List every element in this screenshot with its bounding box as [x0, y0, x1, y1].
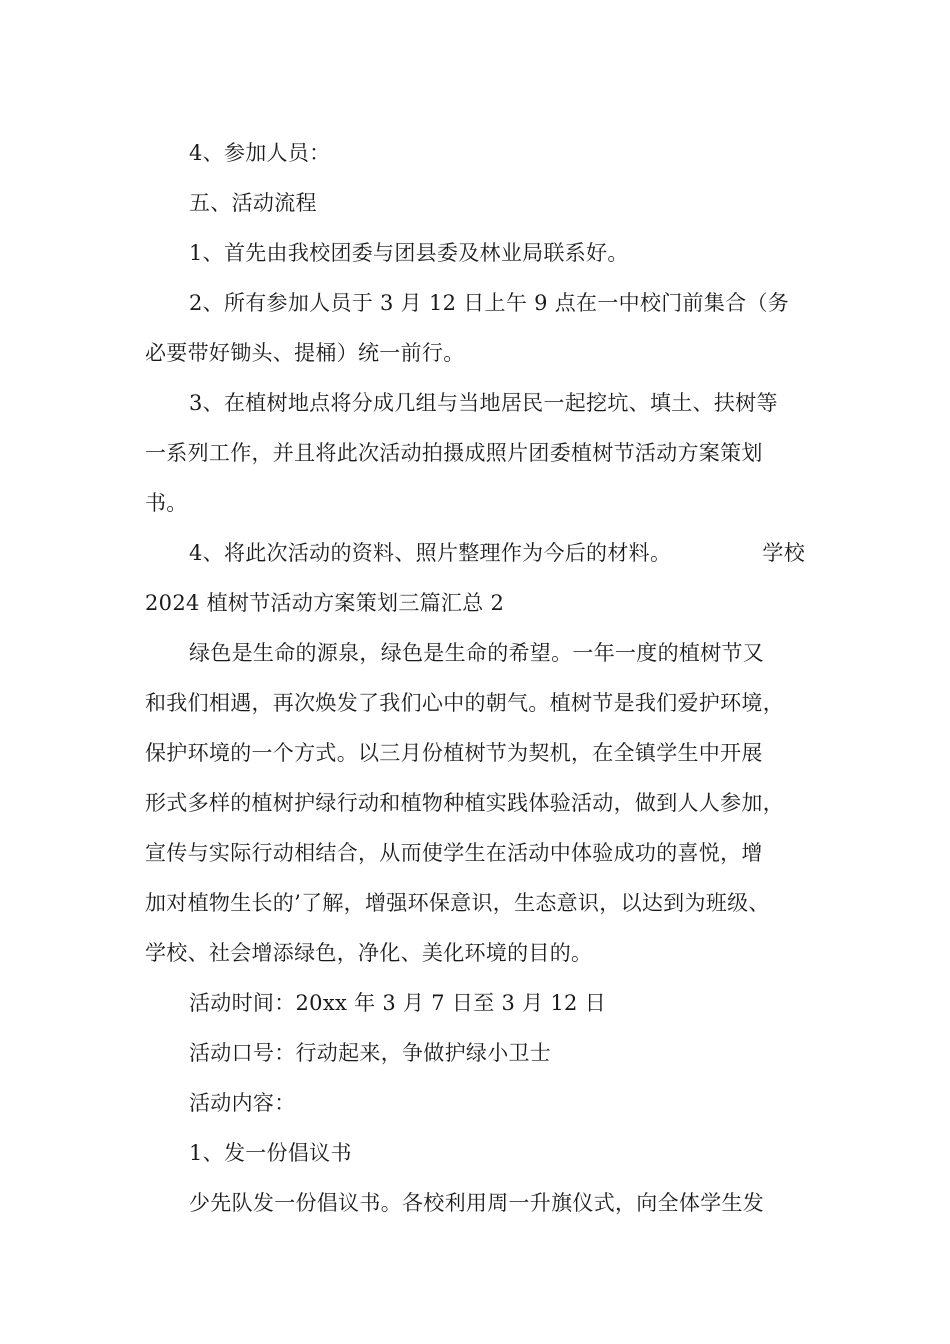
paragraph-line-left: 4、将此次活动的资料、照片整理作为今后的材料。 — [189, 541, 672, 565]
line-participants: 4、参加人员： — [189, 141, 331, 165]
paragraph-line: 保护环境的一个方式。以三月份植树节为契机，在全镇学生中开展 — [145, 741, 763, 765]
paragraph-line: 一系列工作，并且将此次活动拍摄成照片团委植树节活动方案策划 — [145, 441, 763, 465]
paragraph-line: 2、所有参加人员于 3 月 12 日上午 9 点在一中校门前集合（务 — [189, 291, 790, 315]
section-title: 2024 植树节活动方案策划三篇汇总 2 — [145, 591, 505, 615]
paragraph-line: 宣传与实际行动相结合，从而使学生在活动中体验成功的喜悦，增 — [145, 841, 763, 865]
activity-content-label: 活动内容： — [189, 1091, 296, 1115]
paragraph-line: 书。 — [145, 491, 188, 515]
heading-activity-flow: 五、活动流程 — [189, 191, 317, 215]
paragraph-line: 1、首先由我校团委与团县委及林业局联系好。 — [189, 241, 629, 265]
paragraph-line: 加对植物生长的’了解，增强环保意识，生态意识，以达到为班级、 — [145, 891, 770, 915]
paragraph-line-right: 学校 — [762, 541, 805, 565]
document-page — [145, 128, 805, 1228]
paragraph-line: 学校、社会增添绿色，净化、美化环境的目的。 — [145, 941, 593, 965]
content-item-1: 1、发一份倡议书 — [189, 1141, 352, 1165]
paragraph-line: 少先队发一份倡议书。各校利用周一升旗仪式，向全体学生发 — [189, 1191, 765, 1215]
paragraph-line: 形式多样的植树护绿行动和植物种植实践体验活动，做到人人参加， — [145, 791, 784, 815]
activity-time: 活动时间：20xx 年 3 月 7 日至 3 月 12 日 — [189, 991, 606, 1015]
activity-slogan: 活动口号：行动起来，争做护绿小卫士 — [189, 1041, 552, 1065]
paragraph-line: 必要带好锄头、提桶）统一前行。 — [145, 341, 465, 365]
paragraph-line-split — [145, 528, 805, 578]
paragraph-line: 3、在植树地点将分成几组与当地居民一起挖坑、填土、扶树等 — [189, 391, 778, 415]
paragraph-line: 和我们相遇，再次焕发了我们心中的朝气。植树节是我们爱护环境， — [145, 691, 784, 715]
paragraph-line: 绿色是生命的源泉，绿色是生命的希望。一年一度的植树节又 — [189, 641, 765, 665]
